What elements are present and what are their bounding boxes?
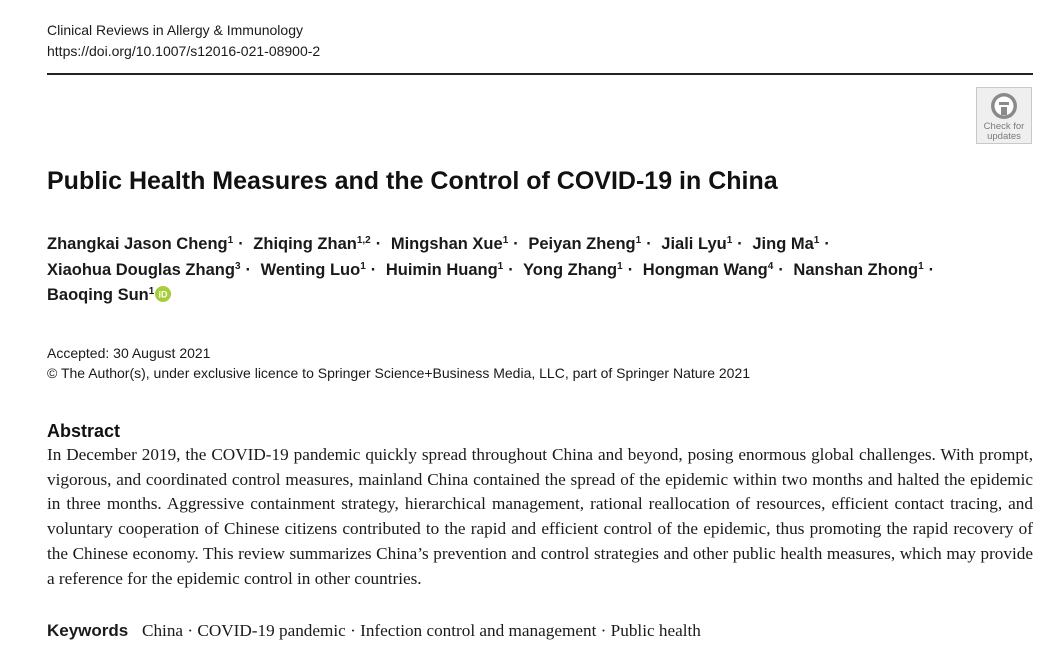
author-separator: · [238,235,244,253]
author-separator: · [508,260,514,279]
author[interactable] [528,235,641,253]
author-affiliation: 1 [726,235,733,246]
author-affiliation: 1 [918,260,924,272]
author[interactable] [661,235,732,253]
keywords-label: Keywords [47,621,129,640]
author[interactable] [47,261,241,279]
author-separator: · [778,260,784,279]
author-affiliation: 4 [767,260,774,272]
check-for-updates-line1: Check for [983,121,1025,132]
author-name: Zhangkai Jason Cheng [47,235,228,253]
author-separator: · [824,235,830,253]
article-meta [47,343,750,383]
journal-name: Clinical Reviews in Allergy & Immunology [47,22,303,38]
author-name: Mingshan Xue [390,235,503,253]
author-separator: · [646,235,652,253]
author[interactable] [391,235,508,253]
journal-header [47,20,320,62]
author[interactable] [752,235,819,253]
abstract-heading: Abstract [47,421,121,441]
accepted-date: Accepted: 30 August 2021 [47,345,211,361]
author-affiliation: 1 [502,235,509,246]
author[interactable] [793,261,923,279]
keywords-values: China · COVID-19 pandemic · Infection control and management · Public health [141,621,701,640]
check-for-updates-icon [989,91,1019,121]
author[interactable] [386,261,503,279]
header-rule [47,73,1033,75]
author-affiliation: 3 [234,260,241,272]
author-separator: · [928,260,935,279]
author[interactable] [643,261,774,279]
author-name: Jiali Lyu [661,235,727,253]
author-affiliation: 1 [497,260,504,272]
doi-link[interactable]: https://doi.org/10.1007/s12016-021-08900-2 [47,43,321,59]
author-separator: · [737,235,743,253]
author-affiliation: 1 [617,260,623,272]
author-name: Huimin Huang [385,260,498,279]
author-separator: · [245,260,251,279]
author-name: Nanshan Zhong [793,260,919,279]
author[interactable] [523,261,623,279]
author-affiliation: 1 [635,235,642,246]
author[interactable] [47,286,171,304]
author[interactable] [47,235,233,253]
abstract-text: In December 2019, the COVID-19 pandemic quickly spread throughout China and beyond, posing enormous global challenges. With prompt, vigorous, and coordinated control measures, mainland China contained the spread of the epidemic within two months and halted the epidemic in three months. Aggressive containment strategy, hierarchical management, rational reallocation of resources, efficient contact tracing, and voluntary cooperation of Chinese citizens contributed to the rapid and efficient control of the epidemic, thus promoting the rapid recovery of the Chinese economy. This review summarizes China’s prevention and control strategies and other public health measures, which may provide a reference for the epidemic control in other countries. [47,445,1033,588]
author-separator: · [627,260,634,279]
author[interactable] [261,261,366,279]
keywords-line [47,619,701,643]
copyright-notice: © The Author(s), under exclusive licence to Springer Science+Business Media, LLC, part of Springer Nature 2021 [47,365,751,381]
author-name: Baoqing Sun [47,286,149,304]
check-for-updates-line2: updates [987,131,1021,142]
author-name: Hongman Wang [642,260,768,279]
author-name: Jing Ma [752,235,814,253]
author-affiliation: 1 [813,235,820,246]
author-list [47,232,1037,309]
author-name: Zhiqing Zhan [253,235,357,253]
author-name: Yong Zhang [523,260,618,279]
author-separator: · [513,235,519,253]
check-for-updates-badge[interactable] [976,87,1032,144]
author-affiliation: 1 [227,235,234,246]
svg-text:iD: iD [158,289,168,300]
author-affiliation: 1,2 [356,235,371,246]
author-separator: · [370,260,377,279]
paper-title: Public Health Measures and the Control of COVID-19 in China [47,167,778,195]
author-name: Xiaohua Douglas Zhang [47,260,235,279]
author-name: Peiyan Zheng [528,235,636,253]
author-affiliation: 1 [148,286,155,297]
author[interactable] [253,235,370,253]
author-name: Wenting Luo [260,260,361,279]
author-separator: · [375,235,382,253]
author-affiliation: 1 [360,260,366,272]
orcid-icon[interactable] [155,286,171,302]
